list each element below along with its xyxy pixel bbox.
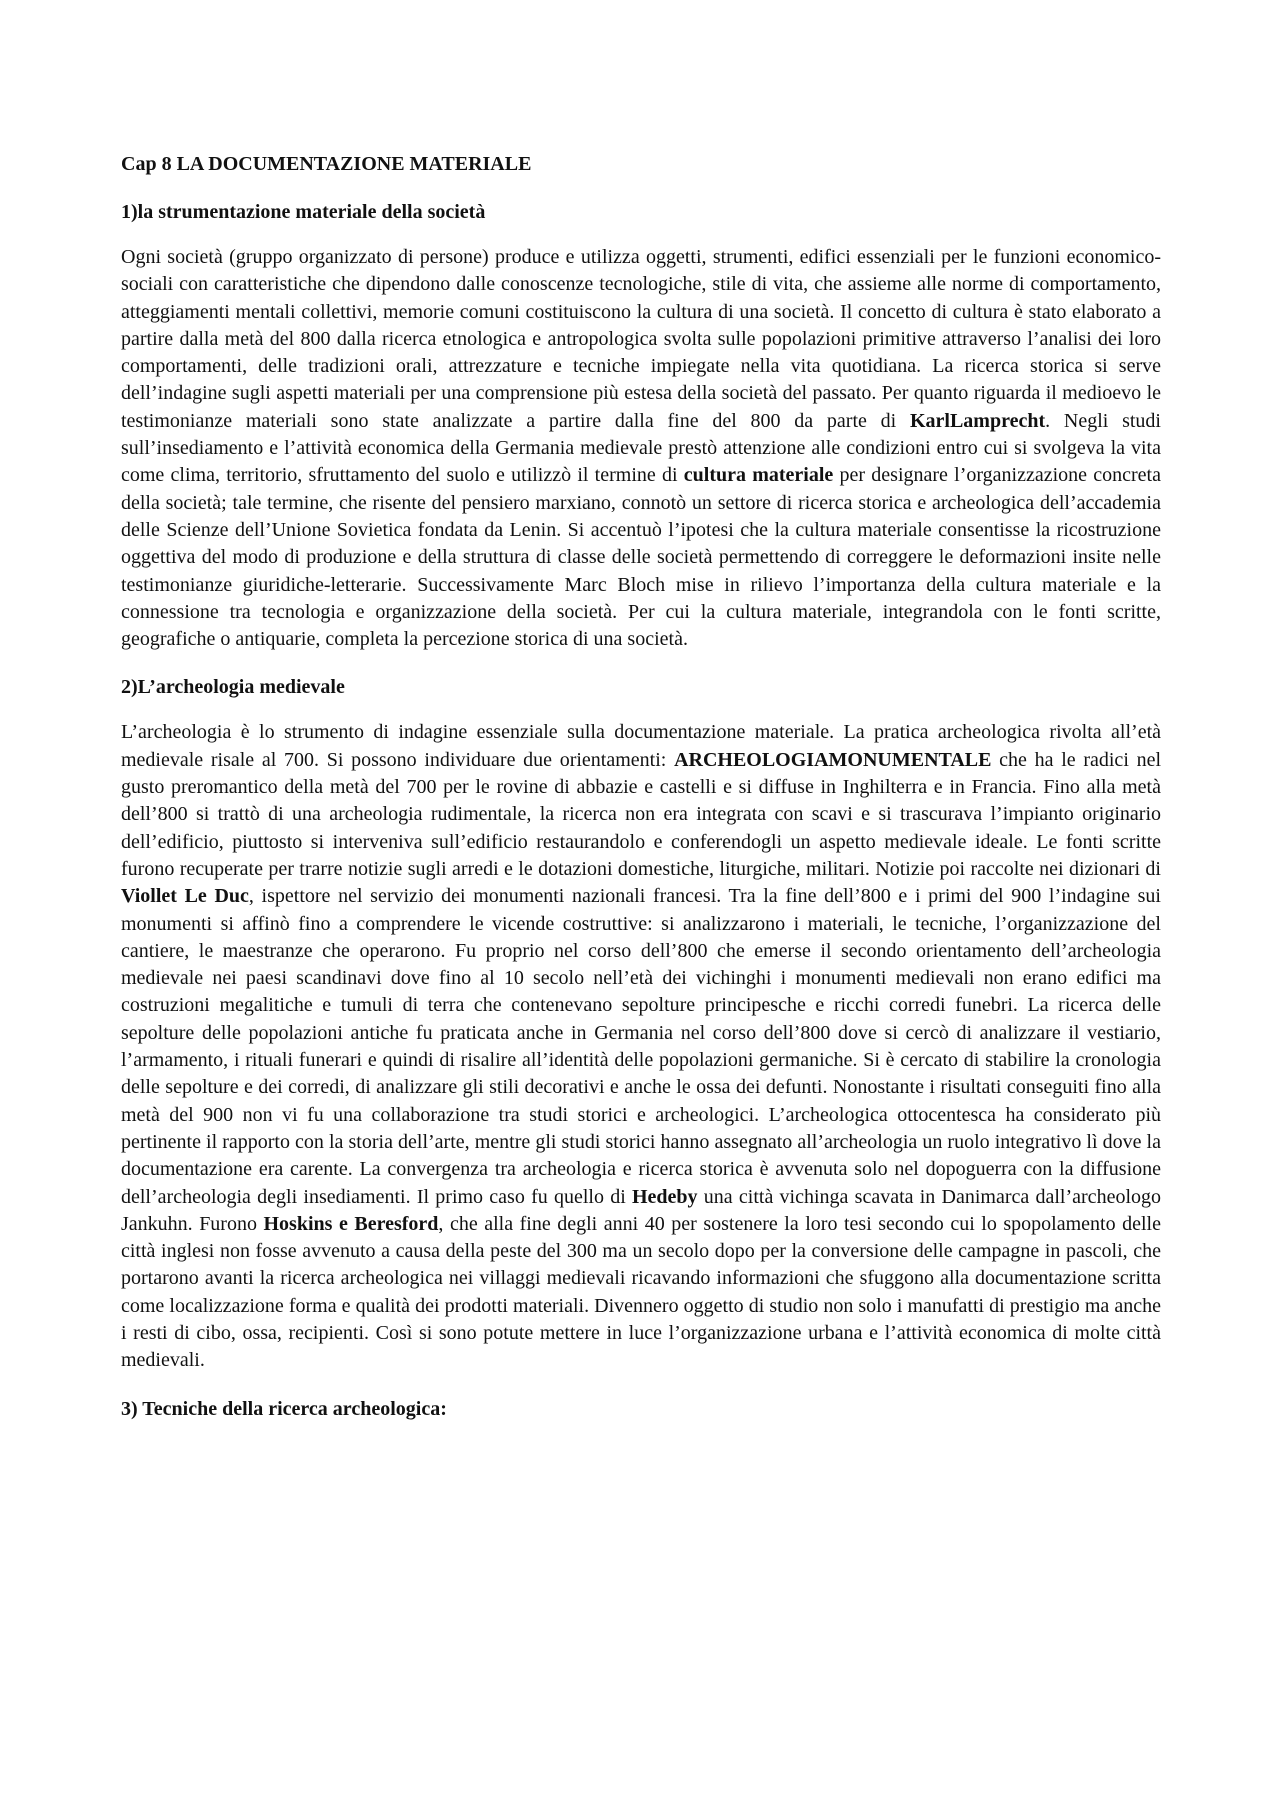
bold-term: cultura materiale [683, 464, 834, 487]
text-run: . Negli studi sull’insediamento e l’attività economica della Germania medievale prestò attenzione alle condizioni entro cui si svolgeva la vita come clima, territorio, sfruttamento del suolo e utilizzò il termine di [121, 409, 1161, 487]
body-paragraph [121, 244, 1161, 653]
text-run: una città vichinga scavata in Danimarca dall’archeologo Jankuhn. Furono [121, 1185, 1161, 1235]
section-heading: 2)L’archeologia medievale [121, 676, 345, 699]
section-3 [121, 1395, 1161, 1423]
text-run: , che alla fine degli anni 40 per sostenere la loro tesi secondo cui lo spopolamento delle città inglesi non fosse avvenuto a causa della peste del 300 ma un secolo dopo per la conversione delle campagne in pascoli, che portarono avanti la ricerca archeologica nei villaggi medievali ricavando informazioni che sfuggono alla documentazione scritta come localizzazione forma e qualità dei prodotti materiali. Divennero oggetto di studio non solo i manufatti di prestigio ma anche i resti di cibo, ossa, recipienti. Così si sono potute mettere in luce l’organizzazione urbana e l’attività economica di molte città medievali. [121, 1212, 1161, 1372]
text-run: L’archeologia è lo strumento di indagine essenziale sulla documentazione materiale. La pratica archeologica rivolta all’età medievale risale al 700. Si possono individuare due orientamenti: [121, 721, 1161, 771]
body-paragraph [121, 719, 1161, 1374]
text-run: , ispettore nel servizio dei monumenti nazionali francesi. Tra la fine dell’800 e i primi del 900 l’indagine sui monumenti si affinò fino a comprendere le vicende costruttive: si analizzarono i materiali, le tecniche, l’organizzazione del cantiere, le maestranze che operarono. Fu proprio nel corso dell’800 che emerse il secondo orientamento dell’archeologia medievale nei paesi scandinavi dove fino al 10 secolo nell’età dei vichinghi i monumenti medievali non erano edifici ma costruzioni megalitiche e tumuli di terra che contenevano sepolture principesche e ricchi corredi funebri. La ricerca delle sepolture delle popolazioni antiche fu praticata anche in Germania nel corso dell’800 dove si cercò di analizzare il vestiario, l’armamento, i rituali funerari e quindi di risalire all’identità delle popolazioni germaniche. Si è cercato di stabilire la cronologia delle sepolture e dei corredi, di analizzare gli stili decorativi e anche le ossa dei defunti. Nonostante i risultati conseguiti fino alla metà del 900 non vi fu una collaborazione tra studi storici e archeologici. L’archeologica ottocentesca ha considerato più pertinente il rapporto con la storia dell’arte, mentre gli studi storici hanno assegnato all’archeologia un ruolo integrativo lì dove la documentazione era carente. La convergenza tra archeologia e ricerca storica è avvenuta solo nel dopoguerra con la diffusione dell’archeologia degli insediamenti. Il primo caso fu quello di [121, 885, 1161, 1208]
page-title: Cap 8 LA DOCUMENTAZIONE MATERIALE [121, 153, 532, 175]
section-heading: 3) Tecniche della ricerca archeologica: [121, 1397, 447, 1420]
document-page [121, 150, 1161, 1441]
bold-term: Viollet Le Duc [121, 885, 249, 908]
text-run: per designare l’organizzazione concreta della società; tale termine, che risente del pensiero marxiano, connotò un settore di ricerca storica e archeologica dell’accademia delle Scienze dell’Unione Sovietica fondata da Lenin. Si accentuò l’ipotesi che la cultura materiale consentisse la ricostruzione oggettiva del modo di produzione e della struttura di classe delle società permettendo di correggere le deformazioni insite nelle testimonianze giuridiche-letterarie. Successivamente Marc Bloch mise in rilievo l’importanza della cultura materiale e la connessione tra tecnologia e organizzazione della società. Per cui la cultura materiale, integrandola con le fonti scritte, geografiche o antiquarie, completa la percezione storica di una società. [121, 464, 1161, 651]
text-run: che ha le radici nel gusto preromantico della metà del 700 per le rovine di abbazie e castelli e si diffuse in Inghilterra e in Francia. Fino alla metà dell’800 si trattò di una archeologia rudimentale, la ricerca non era integrata con scavi e si trascurava l’impianto originario dell’edificio, piuttosto si interveniva sull’edificio restaurandolo e conferendogli un aspetto medievale ideale. Le fonti scritte furono recuperate per trarre notizie sugli arredi e le dotazioni domestiche, liturgiche, militari. Notizie poi raccolte nei dizionari di [121, 748, 1162, 880]
section-1 [121, 198, 1161, 653]
bold-term: Hedeby [631, 1185, 698, 1208]
bold-term: ARCHEOLOGIAMONUMENTALE [674, 748, 992, 771]
text-run: Ogni società (gruppo organizzato di persone) produce e utilizza oggetti, strumenti, edifici essenziali per le funzioni economico-sociali con caratteristiche che dipendono dalle conoscenze tecnologiche, stile di vita, che assieme alle norme di comportamento, atteggiamenti mentali collettivi, memorie comuni costituiscono la cultura di una società. Il concetto di cultura è stato elaborato a partire dalla metà del 800 dalla ricerca etnologica e antropologica svolta sulle popolazioni primitive attraverso l’analisi dei loro comportamenti, delle tradizioni orali, attrezzature e tecniche impiegate nella vita quotidiana. La ricerca storica si serve dell’indagine sugli aspetti materiali per una comprensione più estesa della società del passato. Per quanto riguarda il medioevo le testimonianze materiali sono state analizzate a partire dalla fine del 800 da parte di [121, 246, 1161, 432]
bold-term: Hoskins e Beresford [263, 1212, 439, 1235]
bold-term: KarlLamprecht [909, 409, 1046, 432]
section-2 [121, 673, 1161, 1374]
section-heading: 1)la strumentazione materiale della società [121, 201, 486, 223]
